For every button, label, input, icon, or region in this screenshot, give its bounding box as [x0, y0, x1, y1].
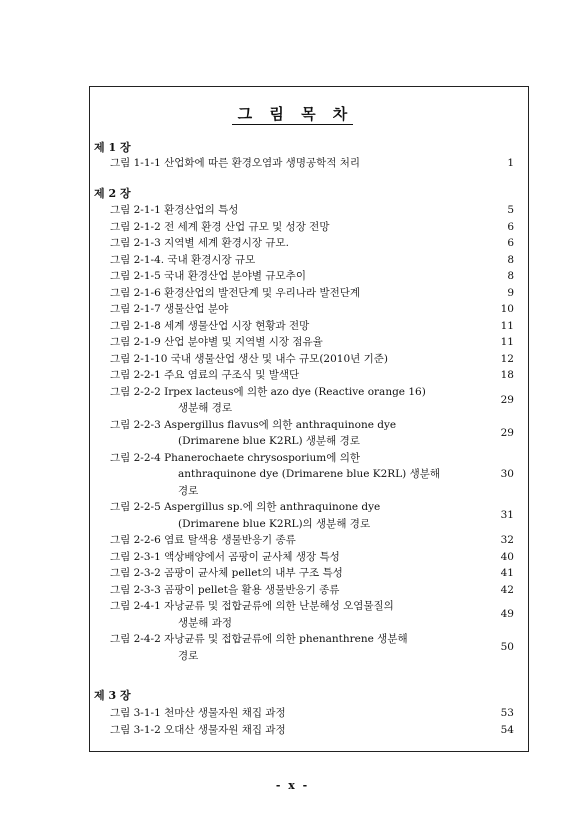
toc-entry[interactable] [110, 301, 514, 318]
entry-label-continuation: 생분해 과정 [178, 616, 233, 629]
entry-page-number: 18 [500, 369, 514, 381]
entry-label: 그림 2-1-7 생물산업 분야 [110, 303, 229, 315]
toc-entry[interactable] [110, 549, 514, 566]
toc-entry[interactable] [110, 417, 514, 450]
entry-label-continuation: 경로 [178, 649, 199, 662]
entry-label-continuation: anthraquinone dye (Drimarene blue K2RL) 생분해 [178, 468, 441, 480]
entry-label: 그림 2-3-3 곰팡이 pellet을 활용 생물반응기 종류 [110, 583, 340, 596]
entry-page-number: 8 [507, 270, 514, 282]
entry-label: 그림 2-2-6 염료 탈색용 생물반응기 종류 [110, 534, 296, 546]
toc-entry[interactable] [110, 268, 514, 285]
entry-label: 그림 2-3-1 액상배양에서 곰팡이 균사체 생장 특성 [110, 550, 340, 563]
toc-entry[interactable] [110, 450, 514, 500]
entry-label: 그림 2-2-2 Irpex lacteus에 의한 azo dye (Reactive orange 16) [110, 385, 426, 398]
toc-entry[interactable] [110, 582, 514, 599]
entry-label: 그림 2-2-1 주요 염료의 구조식 및 발색단 [110, 369, 300, 381]
entry-page-number: 29 [500, 426, 514, 439]
entry-page-number: 30 [500, 468, 514, 480]
entry-label: 그림 2-4-1 자낭균류 및 접합균류에 의한 난분해성 오염물질의 [110, 600, 394, 612]
entry-label: 그림 1-1-1 산업화에 따른 환경오염과 생명공학적 처리 [110, 157, 361, 169]
entry-page-number: 32 [500, 534, 514, 546]
entry-label: 그림 2-1-10 국내 생물산업 생산 및 내수 규모(2010년 기준) [110, 352, 389, 365]
entry-page-number: 11 [500, 336, 514, 348]
toc-entry[interactable] [110, 155, 514, 172]
entry-label: 그림 2-1-1 환경산업의 특성 [110, 204, 239, 216]
chapter-heading: 제 3 장 [94, 689, 131, 702]
entry-label-continuation: (Drimarene blue K2RL)의 생분해 경로 [178, 517, 371, 530]
entry-page-number: 6 [507, 237, 514, 249]
entry-label: 그림 2-1-3 지역별 세계 환경시장 규모. [110, 237, 290, 249]
entry-page-number: 8 [507, 253, 514, 266]
entry-label: 그림 2-1-9 산업 분야별 및 지역별 시장 점유율 [110, 336, 323, 348]
entry-page-number: 50 [500, 641, 514, 654]
entry-label-continuation: 경로 [178, 484, 199, 497]
page-number-footer: - x - [275, 779, 310, 792]
entry-label: 그림 2-1-5 국내 환경산업 분야별 규모추이 [110, 270, 306, 282]
toc-entry[interactable] [110, 532, 514, 549]
chapter-heading: 제 2 장 [94, 187, 131, 200]
entry-label: 그림 2-2-4 Phanerochaete chrysosporium에 의한 [110, 451, 360, 464]
entry-page-number: 12 [500, 352, 514, 365]
entry-page-number: 10 [500, 303, 514, 315]
entry-label: 그림 2-4-2 자낭균류 및 접합균류에 의한 phenanthrene 생분해 [110, 633, 408, 645]
toc-entry[interactable] [110, 285, 514, 302]
toc-entry[interactable] [110, 318, 514, 335]
entry-label-continuation: (Drimarene blue K2RL) 생분해 경로 [178, 435, 360, 447]
chapter-heading: 제 1 장 [94, 141, 131, 154]
entry-page-number: 31 [500, 509, 514, 522]
toc-entry[interactable] [110, 631, 514, 664]
entry-page-number: 41 [500, 567, 514, 579]
entry-label: 그림 2-2-5 Aspergillus sp.에 의한 anthraquinone dye [110, 501, 381, 513]
entry-page-number: 5 [507, 204, 514, 216]
title-container [0, 104, 585, 125]
entry-label: 그림 2-1-2 전 세계 환경 산업 규모 및 성장 전망 [110, 220, 330, 233]
entry-label: 그림 3-1-1 천마산 생물자원 채집 과정 [110, 707, 286, 719]
toc-entry[interactable] [110, 202, 514, 219]
toc-entry[interactable] [110, 722, 514, 739]
entry-label: 그림 2-1-6 환경산업의 발전단계 및 우리나라 발전단계 [110, 286, 361, 299]
entry-page-number: 1 [507, 157, 514, 169]
page-title: 그 림 목 차 [232, 105, 354, 125]
entry-page-number: 42 [500, 583, 514, 596]
entry-label: 그림 2-1-8 세계 생물산업 시장 현황과 전망 [110, 319, 310, 332]
entry-label-continuation: 생분해 경로 [178, 402, 233, 414]
toc-entry[interactable] [110, 598, 514, 631]
entry-page-number: 53 [500, 707, 514, 719]
entry-page-number: 40 [500, 550, 514, 563]
entry-page-number: 49 [500, 608, 514, 621]
toc-entry[interactable] [110, 219, 514, 236]
entry-label: 그림 2-2-3 Aspergillus flavus에 의한 anthraquinone dye [110, 418, 397, 431]
toc-entry[interactable] [110, 367, 514, 384]
entry-page-number: 54 [500, 723, 514, 736]
entry-label: 그림 2-3-2 곰팡이 균사체 pellet의 내부 구조 특성 [110, 567, 343, 579]
toc-entry[interactable] [110, 235, 514, 252]
entry-label: 그림 2-1-4. 국내 환경시장 규모 [110, 253, 256, 266]
toc-entry[interactable] [110, 499, 514, 532]
entry-page-number: 6 [507, 220, 514, 233]
toc-entry[interactable] [110, 384, 514, 417]
toc-entry[interactable] [110, 565, 514, 582]
entry-page-number: 11 [500, 319, 514, 332]
toc-entry[interactable] [110, 252, 514, 269]
entry-label: 그림 3-1-2 오대산 생물자원 채집 과정 [110, 723, 286, 736]
entry-page-number: 9 [507, 286, 514, 299]
toc-entry[interactable] [110, 705, 514, 722]
toc-entry[interactable] [110, 334, 514, 351]
entry-page-number: 29 [500, 393, 514, 406]
toc-entry[interactable] [110, 351, 514, 368]
